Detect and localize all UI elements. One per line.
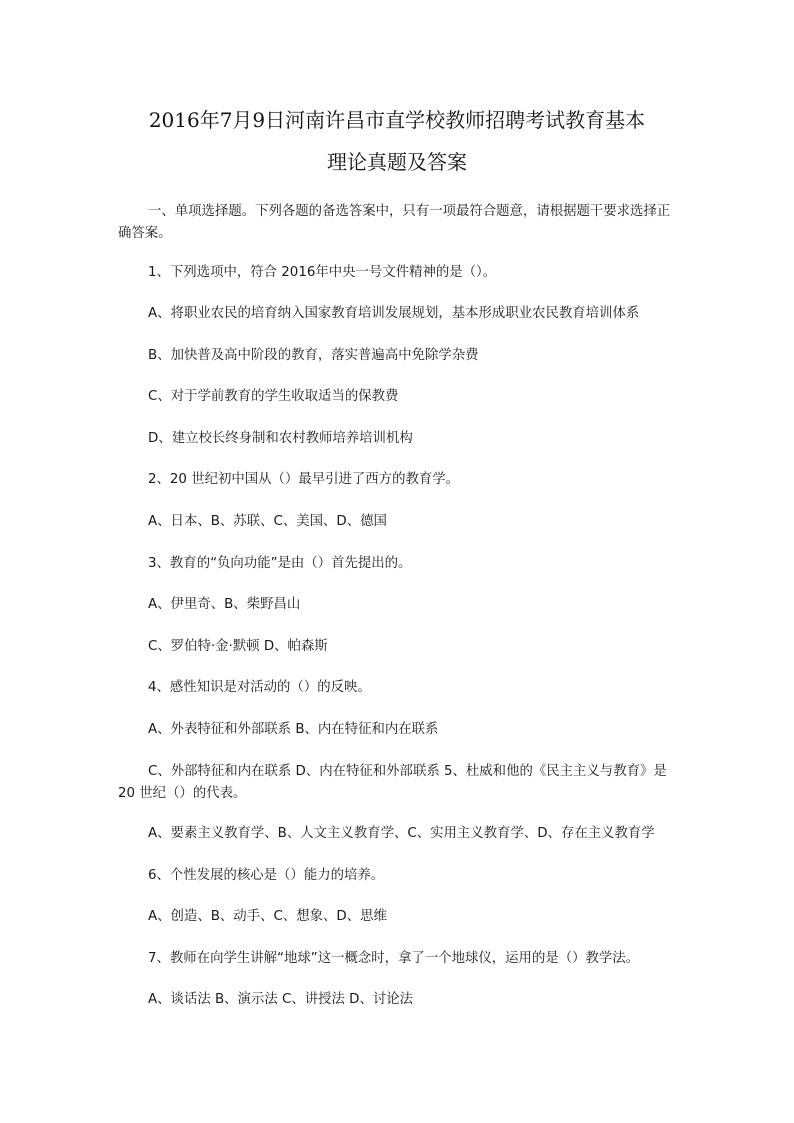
question-1-option-b: B、加快普及高中阶段的教育，落实普遍高中免除学杂费 <box>148 348 479 363</box>
question-4-options-ab: A、外表特征和外部联系 B、内在特征和内在联系 <box>148 722 439 737</box>
section-instructions: 一、单项选择题。下列各题的备选答案中，只有一项最符合题意，请根据题干要求选择正确答案。 <box>118 204 671 241</box>
question-3: 3、教育的“负向功能”是由（）首先提出的。 <box>148 556 412 571</box>
question-1-option-a: A、将职业农民的培育纳入国家教育培训发展规划，基本形成职业农民教育培训体系 <box>148 306 640 321</box>
question-1: 1、下列选项中，符合 2016年中央一号文件精神的是（）。 <box>148 265 497 280</box>
question-5-options: A、要素主义教育学、B、人文主义教育学、C、实用主义教育学、D、存在主义教育学 <box>148 826 655 841</box>
question-1-option-d: D、建立校长终身制和农村教师培养培训机构 <box>148 431 413 446</box>
question-2-options: A、日本、B、苏联、C、美国、D、德国 <box>148 514 387 529</box>
question-6: 6、个性发展的核心是（）能力的培养。 <box>148 868 385 883</box>
document-title-line-1: 2016年7月9日河南许昌市直学校教师招聘考试教育基本 <box>148 108 646 132</box>
question-3-options-ab: A、伊里奇、B、柴野昌山 <box>148 597 301 612</box>
question-7: 7、教师在向学生讲解“地球”这一概念时，拿了一个地球仪，运用的是（）教学法。 <box>148 951 640 966</box>
question-7-options: A、谈话法 B、演示法 C、讲授法 D、讨论法 <box>148 992 414 1007</box>
question-1-option-c: C、对于学前教育的学生收取适当的保教费 <box>148 389 399 404</box>
question-6-options: A、创造、B、动手、C、想象、D、思维 <box>148 909 387 924</box>
question-2: 2、20 世纪初中国从（）最早引进了西方的教育学。 <box>148 472 460 487</box>
question-4: 4、感性知识是对活动的（）的反映。 <box>148 680 371 695</box>
document-title-line-2: 理论真题及答案 <box>327 150 467 174</box>
question-3-options-cd: C、罗伯特·金·默顿 D、帕森斯 <box>148 639 328 654</box>
question-4-options-cd-and-question-5: C、外部特征和内在联系 D、内在特征和外部联系 5、杜威和他的《民主主义与教育》是 20 世纪（）的代表。 <box>118 764 667 801</box>
